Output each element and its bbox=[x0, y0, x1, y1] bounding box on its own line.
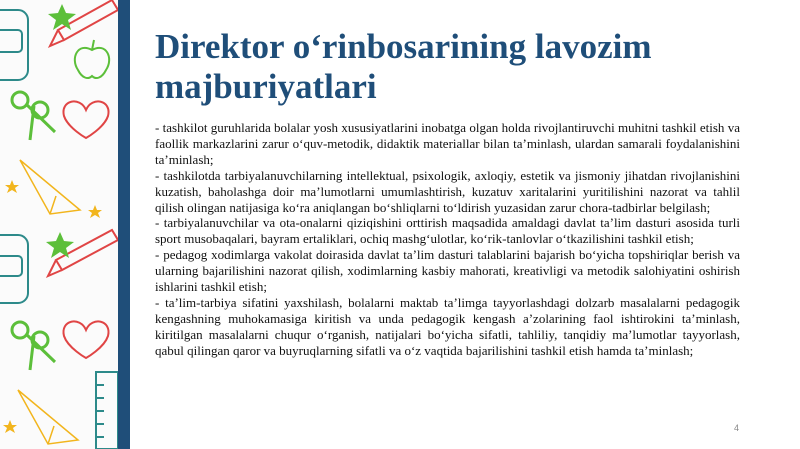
star-icon bbox=[5, 180, 102, 218]
slide-title: Direktor o‘rinbosarining lavozim majburiyatlari bbox=[155, 27, 652, 106]
duties-text bbox=[155, 120, 740, 359]
star-icon bbox=[46, 232, 74, 258]
paper-plane-icon bbox=[20, 160, 80, 214]
decorative-doodle-panel bbox=[0, 0, 118, 449]
school-doodles bbox=[0, 0, 118, 449]
backpack-icon bbox=[0, 235, 28, 303]
duty-paragraph: - tashkilot guruhlarida bolalar yosh xususiyatlarini inobatga olgan holda rivojlantiruvchi muhitni tashkil etish va faollik markazlarini zarur o‘quv-metodik, didaktik materiallar bilan ta’minlash, ulardan samarali foydalanishini ta’minlash; bbox=[155, 120, 740, 167]
duty-paragraph: - tashkilotda tarbiyalanuvchilarning intellektual, psixologik, axloqiy, estetik va jismoniy jihatdan rivojlanishini kuzatish, baholashga doir ma’lumotlarni umumlashtirish, kuzatuv xaritalarini yuritilishini nazorat va tahlil qilish olingan natijasiga ko‘ra aniqlangan bo‘shliqlarni to‘ldirish yuzasidan zarur chora-tadbirlar belgilash; bbox=[155, 167, 740, 215]
star-icon bbox=[3, 420, 17, 433]
backpack-icon bbox=[0, 10, 28, 80]
scissors-icon bbox=[12, 92, 55, 140]
duty-paragraph: - ta’lim-tarbiya sifatini yaxshilash, bolalarni maktab ta’limga tayyorlashdagi dolzarb masalalarni pedagogik kengashning muhokamasiga kiritish va unda pedagogik kengash a’zolarining faol ishtirokini ta’minlash, kiritilgan masalalarni chuqur o‘rganish, natijalari bo‘yicha sifatli, tahliliy, tanqidiy ma’lumotlar tayyorlash, qabul qilingan qaror va buyruqlarning sifatli va o‘z vaqtida bajarilishini tashkil etish hamda ta’minlash; bbox=[155, 294, 740, 358]
ruler-icon bbox=[96, 372, 118, 449]
paper-plane-icon bbox=[18, 390, 78, 444]
star-icon bbox=[48, 4, 76, 30]
page-number: 4 bbox=[734, 423, 740, 433]
scissors-icon bbox=[12, 322, 55, 370]
heart-icon bbox=[63, 101, 108, 138]
duty-paragraph: - tarbiyalanuvchilar va ota-onalarni qiziqishini orttirish maqsadida amaldagi davlat ta’lim dasturi asosida turli sport musobaqalari, bayram ertaliklari, ochiq mashg‘ulotlar, ko‘rik-tanlovlar o‘tkazilishini tashkil etish; bbox=[155, 215, 740, 247]
duty-paragraph: - pedagog xodimlarga vakolat doirasida davlat ta’lim dasturi talablarini bajarish bo‘yicha topshiriqlar berish va ularning bajarilishini nazorat qilish, xodimlarning kasbiy mahorati, kreativligi va metodik salohiyatini oshirish ishlarini tashkil etish; bbox=[155, 247, 740, 295]
apple-icon bbox=[75, 40, 109, 78]
heart-icon bbox=[63, 321, 108, 358]
accent-divider-bar bbox=[118, 0, 130, 449]
